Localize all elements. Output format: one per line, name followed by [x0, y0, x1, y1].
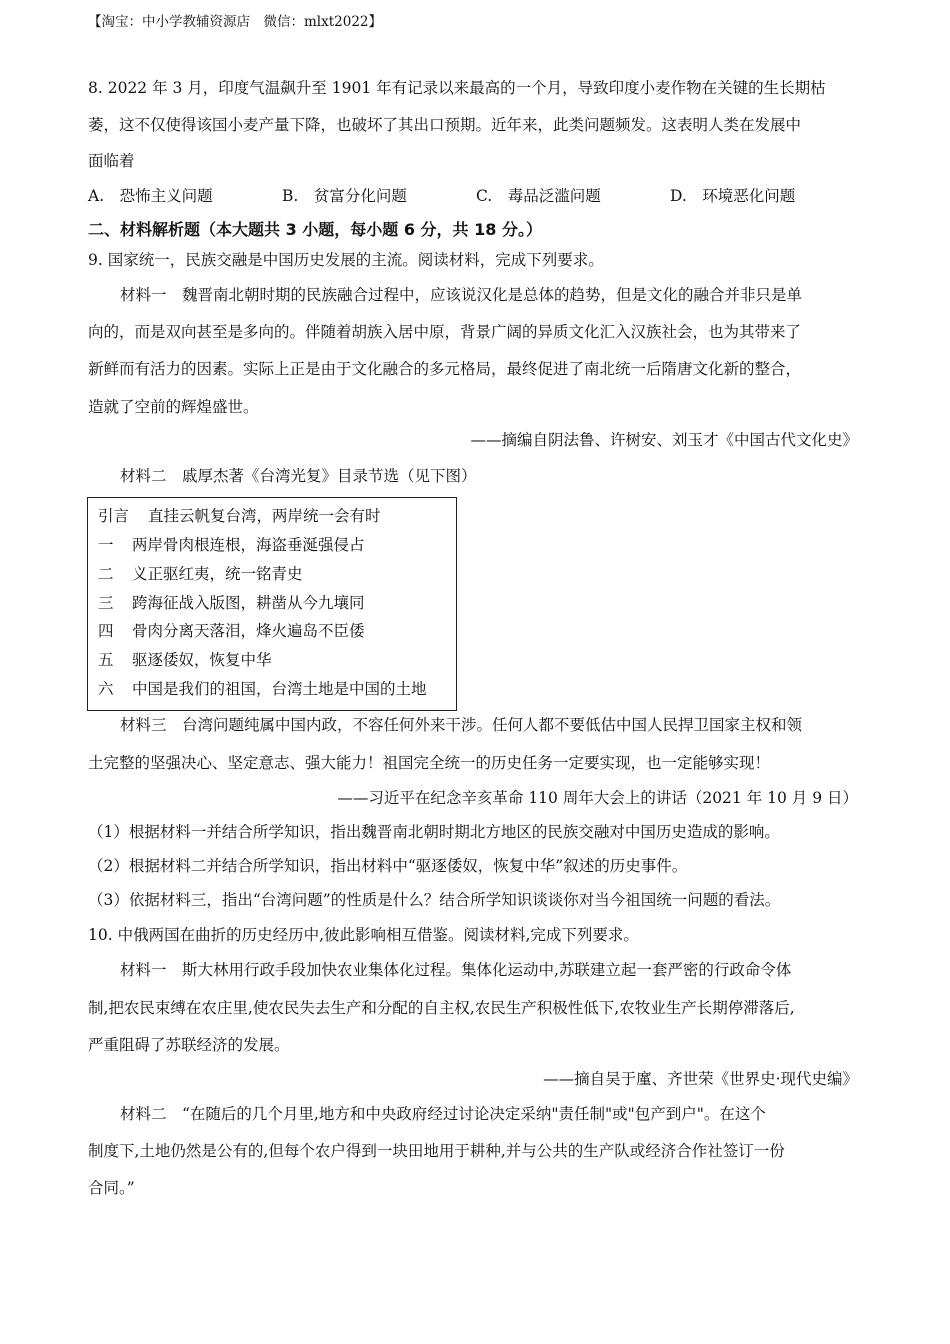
q10-material1-line-2: 制,把农民束缚在农庄里,使农民失去生产和分配的自主权,农民生产积极性低下,农牧业生产长期停滞落后,: [88, 999, 795, 1017]
toc-text: 骨肉分离天落泪，烽火遍岛不臣倭: [132, 622, 365, 640]
toc-number: 二: [98, 565, 114, 583]
toc-item: [98, 593, 365, 613]
q10-material2-line-2: 制度下,土地仍然是公有的,但每个农户得到一块田地用于耕种,并与公共的生产队或经济合作社签订一份: [88, 1142, 785, 1160]
q9-material2-intro: 材料二 戚厚杰著《台湾光复》目录节选（见下图）: [120, 467, 477, 485]
toc-text: 义正驱红夷，统一铭青史: [132, 565, 303, 583]
q8-stem-line-2: 萎，这不仅使得该国小麦产量下降，也破坏了其出口预期。近年来，此类问题频发。这表明人类在发展中: [88, 116, 802, 134]
toc-item: [98, 679, 427, 699]
toc-box: [87, 497, 457, 711]
q10-stem: 10. 中俄两国在曲折的历史经历中,彼此影响相互借鉴。阅读材料,完成下列要求。: [88, 926, 639, 944]
toc-number: 一: [98, 536, 114, 554]
q9-question-3: （3）依据材料三，指出“台湾问题”的性质是什么？结合所学知识谈谈你对当今祖国统一问题的看法。: [88, 891, 781, 909]
q9-question-1: （1）根据材料一并结合所学知识，指出魏晋南北朝时期北方地区的民族交融对中国历史造成的影响。: [88, 823, 780, 841]
section-2-title: 二、材料解析题（本大题共 3 小题，每小题 6 分，共 18 分。）: [88, 220, 542, 239]
q9-material1-line-2: 向的，而是双向甚至是多向的。伴随着胡族入居中原，背景广阔的异质文化汇入汉族社会，也为其带来了: [88, 323, 802, 341]
toc-text: 中国是我们的祖国，台湾土地是中国的土地: [132, 680, 427, 698]
toc-item: [98, 564, 303, 584]
toc-number: 引言: [98, 507, 130, 525]
toc-item: [98, 621, 365, 641]
q9-material1-line-4: 造就了空前的辉煌盛世。: [88, 398, 259, 416]
toc-text: 直挂云帆复台湾，两岸统一会有时: [148, 507, 381, 525]
q9-stem: 9. 国家统一，民族交融是中国历史发展的主流。阅读材料，完成下列要求。: [88, 251, 604, 269]
q9-question-2: （2）根据材料二并结合所学知识，指出材料中“驱逐倭奴，恢复中华”叙述的历史事件。: [88, 857, 688, 875]
q10-material1-source: ——摘自吴于廑、齐世荣《世界史·现代史编》: [543, 1070, 858, 1088]
toc-number: 六: [98, 680, 114, 698]
q9-material3-line-1: 材料三 台湾问题纯属中国内政，不容任何外来干涉。任何人都不要低估中国人民捍卫国家主权和领: [120, 716, 803, 734]
q8-stem-line-3: 面临着: [88, 152, 135, 170]
toc-text: 驱逐倭奴，恢复中华: [132, 651, 272, 669]
toc-number: 四: [98, 622, 114, 640]
toc-item: [98, 535, 365, 555]
toc-text: 跨海征战入版图，耕凿从今九壤同: [132, 594, 365, 612]
q9-material1-line-3: 新鲜而有活力的因素。实际上正是由于文化融合的多元格局，最终促进了南北统一后隋唐文化新的整合，: [88, 360, 802, 378]
page-header: 【淘宝：中小学教辅资源店 微信：mlxt2022】: [88, 14, 383, 30]
q8-option-c: C. 毒品泛滥问题: [476, 187, 601, 205]
toc-text: 两岸骨肉根连根，海盗垂涎强侵占: [132, 536, 365, 554]
toc-item: [98, 506, 381, 526]
q9-material1-source: ——摘编自阴法鲁、许树安、刘玉才《中国古代文化史》: [470, 431, 858, 449]
q10-material2-line-3: 合同。”: [88, 1179, 135, 1197]
q10-material1-line-3: 严重阻碍了苏联经济的发展。: [88, 1036, 290, 1054]
toc-number: 三: [98, 594, 114, 612]
q9-material3-source: ——习近平在纪念辛亥革命 110 周年大会上的讲话（2021 年 10 月 9 日）: [337, 789, 858, 807]
q10-material1-line-1: 材料一 斯大林用行政手段加快农业集体化过程。集体化运动中,苏联建立起一套严密的行政命令体: [120, 961, 792, 979]
q9-material1-line-1: 材料一 魏晋南北朝时期的民族融合过程中，应该说汉化是总体的趋势，但是文化的融合并非只是单: [120, 286, 803, 304]
q8-option-d: D. 环境恶化问题: [670, 187, 796, 205]
toc-item: [98, 650, 272, 670]
q8-option-b: B. 贫富分化问题: [282, 187, 407, 205]
q9-material3-line-2: 土完整的坚强决心、坚定意志、强大能力！祖国完全统一的历史任务一定要实现，也一定能够实现！: [88, 754, 771, 772]
q8-stem-line-1: 8. 2022 年 3 月，印度气温飙升至 1901 年有记录以来最高的一个月，导致印度小麦作物在关键的生长期枯: [88, 79, 826, 97]
q10-material2-line-1: 材料二 “在随后的几个月里,地方和中央政府经过讨论决定采纳"责任制"或"包产到户"。在这个: [120, 1105, 766, 1123]
q8-option-a: A. 恐怖主义问题: [88, 187, 213, 205]
toc-number: 五: [98, 651, 114, 669]
